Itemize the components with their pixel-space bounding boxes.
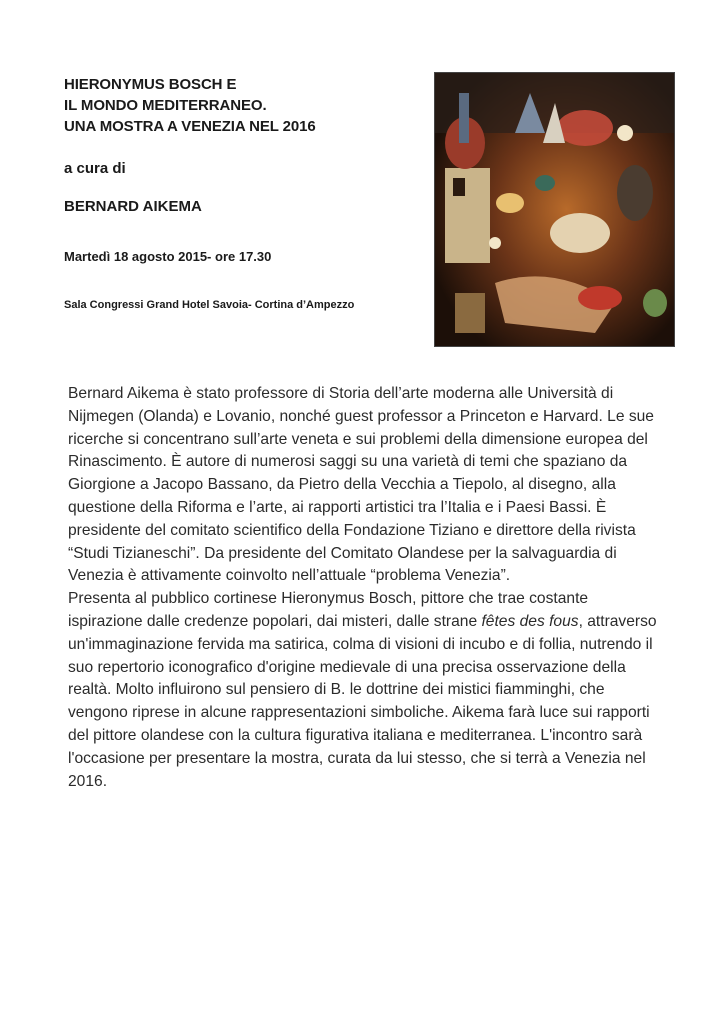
event-venue: Sala Congressi Grand Hotel Savoia- Cortina d’Ampezzo bbox=[64, 299, 355, 311]
bosch-painting-image bbox=[434, 72, 675, 347]
event-title-line-2: IL MONDO MEDITERRANEO. bbox=[64, 97, 267, 114]
presentation-italic-phrase: fêtes des fous bbox=[481, 612, 579, 630]
presentation-text-part-2: , attraverso un'immaginazione fervida ma satirica, colma di visioni di incubo e di follia, nutrendo il suo repertorio iconografico d'origine medievale di una precisa osservazione della realtà. Molto influirono sul pensiero di B. le dottrine dei mistici fiamminghi, che vengono riprese in alcune rappresentazioni simboliche. Aikema farà luce sui rapporti del pittore olandese con la cultura figurativa italiana e mediterranea. L'incontro sarà l'occasione per presentare la mostra, curata da lui stesso, che si terrà a Venezia nel 2016. bbox=[68, 612, 657, 790]
event-datetime: Martedì 18 agosto 2015- ore 17.30 bbox=[64, 249, 272, 264]
author-bio-paragraph: Bernard Aikema è stato professore di Storia dell’arte moderna alle Università di Nijmegen (Olanda) e Lovanio, nonché guest professor a Princeton e Harvard. Le sue ricerche si concentrano sull’arte veneta e sui problemi della dimensione europea del Rinascimento. È autore di numerosi saggi su una varietà di temi che spaziano da Giorgione a Jacopo Bassano, da Pietro della Vecchia a Tiepolo, al disegno, alla questione della Riforma e l’arte, ai rapporti artistici tra l’Italia e i Paesi Bassi. È presidente del comitato scientifico della Fondazione Tiziano e direttore della rivista “Studi Tizianeschi”. Da presidente del Comitato Olandese per la salvaguardia di Venezia è attivamente coinvolto nell’attuale “problema Venezia”. bbox=[68, 385, 654, 585]
body-text bbox=[68, 383, 658, 793]
presentation-paragraph bbox=[68, 588, 658, 793]
author-name: BERNARD AIKEMA bbox=[64, 198, 202, 215]
event-header bbox=[64, 74, 414, 311]
curated-by-label: a cura di bbox=[64, 160, 126, 177]
event-title-line-3: UNA MOSTRA A VENEZIA NEL 2016 bbox=[64, 118, 316, 135]
presentation-text-part-1: Presenta al pubblico cortinese Hieronymus Bosch, pittore che trae costante ispirazione dalle credenze popolari, dai misteri, dalle strane bbox=[68, 590, 589, 630]
event-title-line-1: HIERONYMUS BOSCH E bbox=[64, 76, 237, 93]
